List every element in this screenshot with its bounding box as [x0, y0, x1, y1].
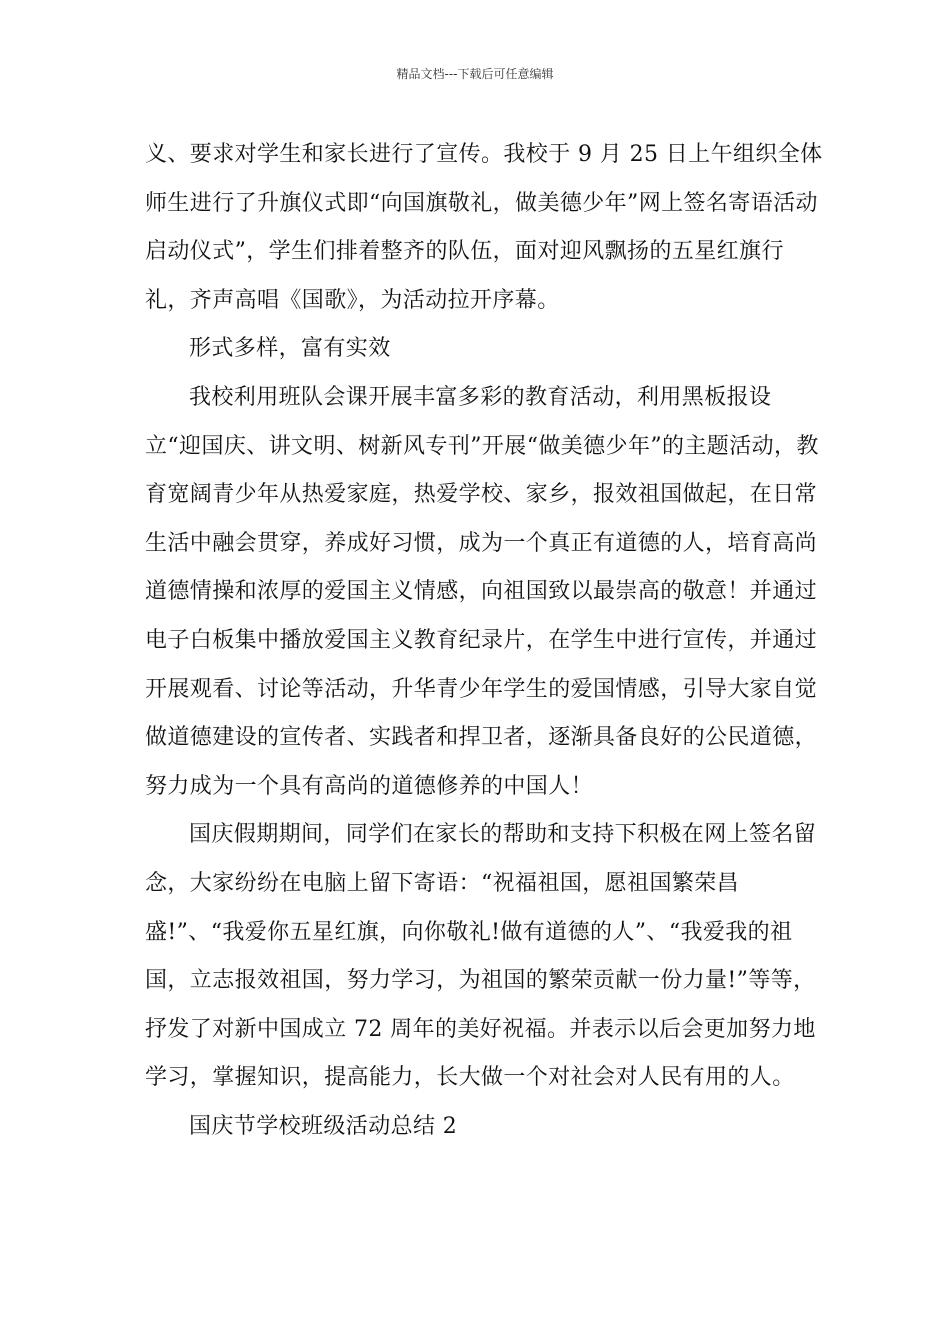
paragraph-holiday: 国庆假期期间，同学们在家长的帮助和支持下积极在网上签名留念，大家纷纷在电脑上留下寄语：“祝福祖国，愿祖国繁荣昌盛!”、“我爱你五星红旗，向你敬礼!做有道德的人”、“我爱我的祖国，立志报效祖国，努力学习，为祖国的繁荣贡献一份力量!”等等，抒发了对新中国成立 72 周年的美好祝福。并表示以后会更加努力地学习，掌握知识，提高能力，长大做一个对社会对人民有用的人。 — [145, 822, 817, 1091]
page-header: 精品文档---下载后可任意编辑 — [396, 67, 554, 81]
paragraph-activities: 我校利用班队会课开展丰富多彩的教育活动，利用黑板报设立“迎国庆、讲文明、树新风专刊”开展“做美德少年”的主题活动，教育宽阔青少年从热爱家庭，热爱学校、家乡，报效祖国做起，在日常生活中融会贯穿，养成好习惯，成为一个真正有道德的人，培育高尚道德情操和浓厚的爱国主义情感，向祖国致以最崇高的敬意！并通过电子白板集中播放爱国主义教育纪录片，在学生中进行宣传，并通过开展观看、讨论等活动，升华青少年学生的爱国情感，引导大家自觉做道德建设的宣传者、实践者和捍卫者，逐渐具备良好的公民道德，努力成为一个具有高尚的道德修养的中国人！ — [145, 384, 819, 799]
section-title-summary-2: 国庆节学校班级活动总结 2 — [189, 1113, 458, 1139]
document-body — [145, 131, 825, 1151]
paragraph-continuation: 义、要求对学生和家长进行了宣传。我校于 9 月 25 日上午组织全体师生进行了升旗仪式即“向国旗敬礼，做美德少年”网上签名寄语活动启动仪式”，学生们排着整齐的队伍，面对迎风飘扬的五星红旗行礼，齐声高唱《国歌》，为活动拉开序幕。 — [145, 142, 823, 313]
section-subheading: 形式多样，富有实效 — [189, 336, 391, 362]
